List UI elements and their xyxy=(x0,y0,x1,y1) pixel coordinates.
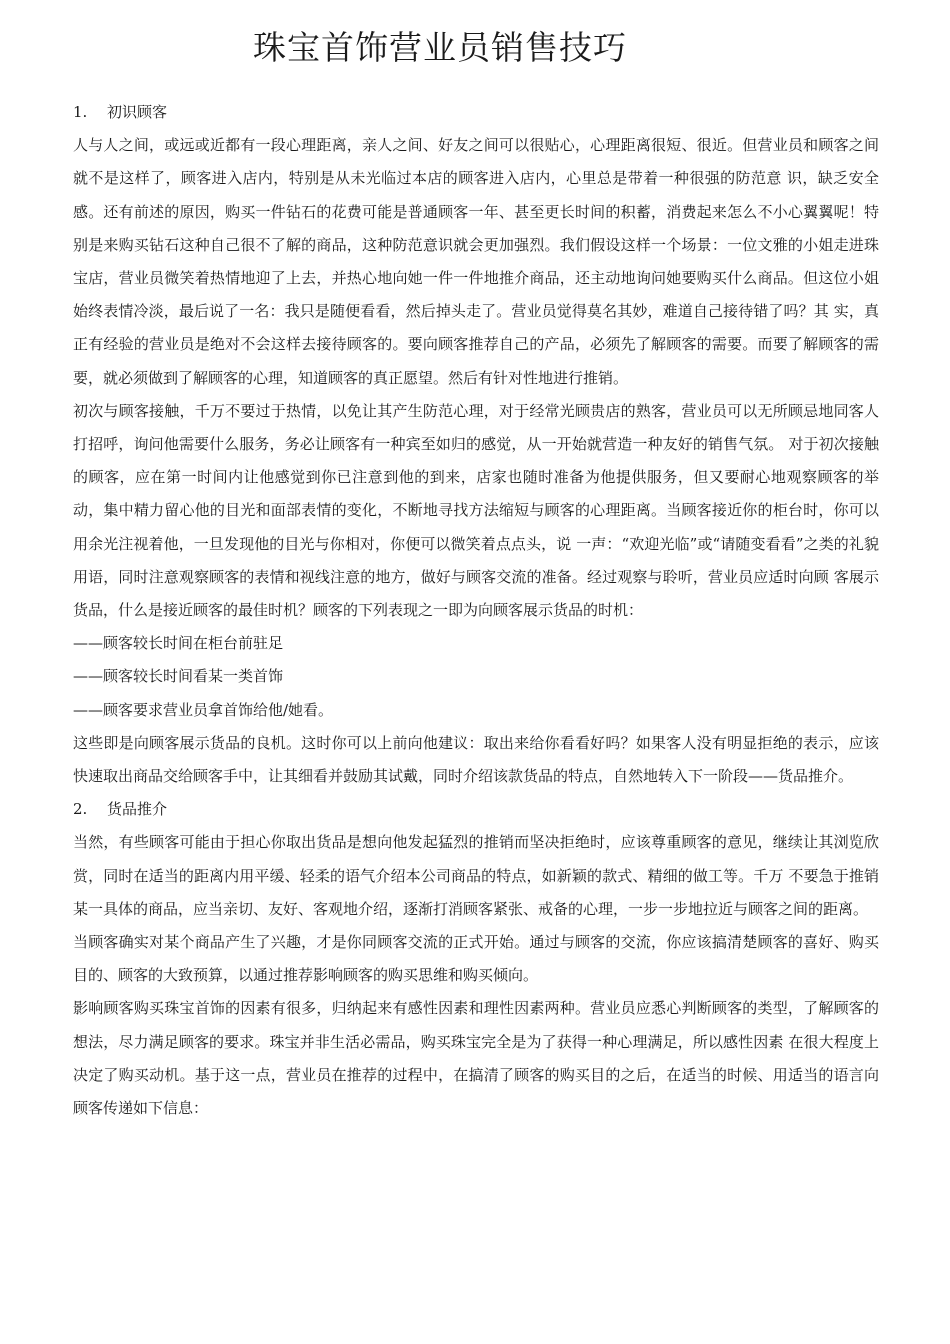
section-number: 1. xyxy=(73,103,88,121)
paragraph: 这些即是向顾客展示货品的良机。这时你可以上前向他建议：取出来给你看看好吗？如果客人没有明显拒绝的表示，应该快速取出商品交给顾客手中，让其细看并鼓励其试戴，同时介绍该款货品的特点，自然地转入下一阶段——货品推介。 xyxy=(73,733,879,786)
paragraph: 当顾客确实对某个商品产生了兴趣，才是你同顾客交流的正式开始。通过与顾客的交流，你应该搞清楚顾客的喜好、购买目的、顾客的大致预算，以通过推荐影响顾客的购买思维和购买倾向。 xyxy=(73,933,879,985)
list-item: ——顾客要求营业员拿首饰给他/她看。 xyxy=(73,700,334,719)
list-item: ——顾客较长时间看某一类首饰 xyxy=(73,667,284,686)
list-item: ——顾客较长时间在柜台前驻足 xyxy=(73,634,284,653)
section-number: 2. xyxy=(73,800,88,819)
paragraph: 初次与顾客接触，千万不要过于热情，以免让其产生防范心理，对于经常光顾贵店的熟客，营业员可以无所顾忌地同客人打招呼，询问他需要什么服务，务必让顾客有一种宾至如归的感觉，从一开始就营造一种友好的销售气氛。 对于初次接触的顾客，应在第一时间内让他感觉到你已注意到他的到来，店家也随时准备为他提供服务，但又要耐心地观察顾客的举动，集中精力留心他的目光和面部表情的变化，不断地寻找方法缩短与顾客的心理距离。当顾客接近你的柜台时，你可以用余光注视着他，一旦发现他的目光与你相对，你便可以微笑着点点头，说 一声：“欢迎光临”或“请随变看看”之类的礼貌用语，同时注意观察顾客的表情和视线注意的地方，做好与顾客交流的准备。经过观察与聆听，营业员应适时向顾 客展示货品，什么是接近顾客的最佳时机？顾客的下列表现之一即为向顾客展示货品的时机： xyxy=(73,401,879,620)
paragraph: 当然，有些顾客可能由于担心你取出货品是想向他发起猛烈的推销而坚决拒绝时，应该尊重顾客的意见，继续让其浏览欣赏，同时在适当的距离内用平缓、轻柔的语气介绍本公司商品的特点，如新颖的款式、精细的做工等。千万 不要急于推销某一具体的商品，应当亲切、友好、客观地介绍，逐渐打消顾客紧张、戒备的心理，一步一步地拉近与顾客之间的距离。 xyxy=(73,833,879,918)
section-heading xyxy=(73,793,879,826)
section-heading-text: 货品推介 xyxy=(107,800,168,819)
paragraph: 人与人之间，或远或近都有一段心理距离，亲人之间、好友之间可以很贴心，心理距离很短、很近。但营业员和顾客之间就不是这样了，顾客进入店内，特别是从未光临过本店的顾客进入店内，心里总是带着一种很强的防范意 识，缺乏安全感。还有前述的原因，购买一件钻石的花费可能是普通顾客一年、甚至更长时间的积蓄，消费起来怎么不小心翼翼呢！特别是来购买钻石这种自己很不了解的商品，这种防范意识就会更加强烈。我们假设这样一个场景：一位文雅的小姐走进珠宝店，营业员微笑着热情地迎了上去，并热心地向她一件一件地推介商品，还主动地询问她要购买什么商品。但这位小姐始终表情冷淡，最后说了一名：我只是随便看看，然后掉头走了。营业员觉得莫名其妙，难道自己接待错了吗？其 实，真正有经验的营业员是绝对不会这样去接待顾客的。要向顾客推荐自己的产品，必须先了解顾客的需要。而要了解顾客的需要，就必须做到了解顾客的心理，知道顾客的真正愿望。然后有针对性地进行推销。 xyxy=(73,136,879,387)
page-title: 珠宝首饰营业员销售技巧 xyxy=(253,28,627,67)
paragraph: 影响顾客购买珠宝首饰的因素有很多，归纳起来有感性因素和理性因素两种。营业员应悉心判断顾客的类型，了解顾客的想法，尽力满足顾客的要求。珠宝并非生活必需品，购买珠宝完全是为了获得一种心理满足，所以感性因素 在很大程度上决定了购买动机。基于这一点，营业员在推荐的过程中，在搞清了顾客的购买目的之后，在适当的时候、用适当的语言向顾客传递如下信息： xyxy=(73,999,879,1118)
section-2 xyxy=(73,793,879,1125)
document-page xyxy=(73,24,879,1125)
section-heading xyxy=(73,96,879,129)
section-heading-text: 初识顾客 xyxy=(107,103,168,121)
section-1 xyxy=(73,96,879,793)
